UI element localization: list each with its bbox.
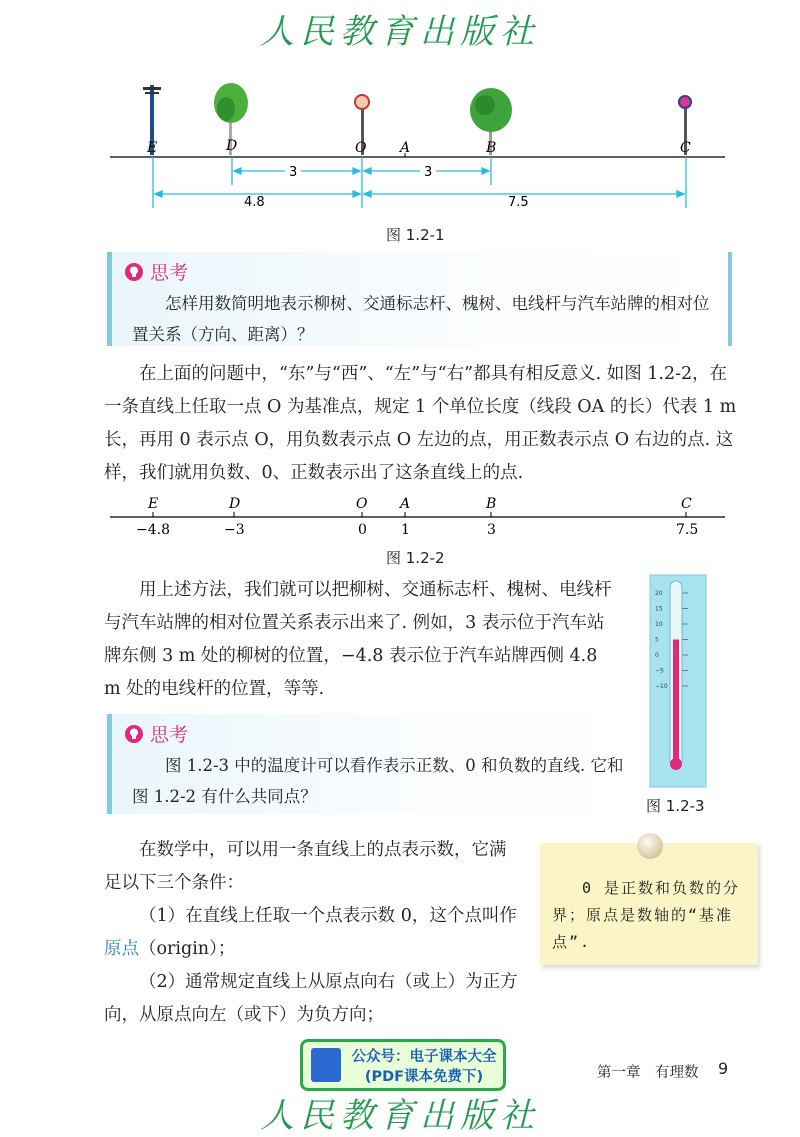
thermometer-tick-label: 5 xyxy=(655,636,659,644)
note-text: 0 是正数和负数的分界；原点是数轴的“基准点”. xyxy=(552,879,741,951)
value-b: 3 xyxy=(487,522,496,538)
think-body-2: 图 1.2-3 中的温度计可以看作表示正数、0 和负数的直线. 它和图 1.2-2 有什么共同点？ xyxy=(132,756,624,806)
thermometer-tick-label: 20 xyxy=(655,590,663,597)
sticky-note xyxy=(540,843,758,965)
label-a2: A xyxy=(400,496,411,512)
label-a: A xyxy=(400,140,411,156)
label-c: C xyxy=(680,140,691,156)
dist-d-o: 3 xyxy=(289,165,298,180)
think-box-1 xyxy=(107,252,732,346)
thermometer-figure xyxy=(648,573,708,791)
figure-1-2-1-caption: 图 1.2-1 xyxy=(386,226,445,244)
think-title-1: 思考 xyxy=(124,258,188,285)
value-e: −4.8 xyxy=(136,522,170,538)
header-watermark: 人民教育出版社 xyxy=(260,12,540,52)
thermometer-tick-label: 10 xyxy=(655,621,663,628)
label-e2: E xyxy=(148,496,159,512)
thermometer-tick-label: 0 xyxy=(655,652,659,659)
dist-o-c: 7.5 xyxy=(508,195,529,210)
think-box-2 xyxy=(107,714,636,814)
chapter-label: 第一章 有理数 xyxy=(597,1065,699,1081)
badge-line-1: 公众号：电子课本大全 xyxy=(351,1049,497,1065)
figure-1-2-3-caption: 图 1.2-3 xyxy=(646,797,705,815)
paragraph-2: 用上述方法，我们就可以把柳树、交通标志杆、槐树、电线杆与汽车站牌的相对位置关系表示出来了. 例如，3 表示位于汽车站牌东侧 3 m 处的柳树的位置，−4.8 表示位于汽车站牌西侧 4.8 m 处的电线杆的位置，等等. xyxy=(104,580,612,699)
label-o: O xyxy=(355,140,367,156)
lightbulb-icon xyxy=(124,262,144,282)
think-title-2: 思考 xyxy=(124,720,188,747)
figure-1-2-2 xyxy=(0,490,800,540)
badge-line-2: (PDF课本免费下) xyxy=(364,1069,484,1085)
label-b2: B xyxy=(486,496,497,512)
paragraph-3: 在数学中，可以用一条直线上的点表示数，它满足以下三个条件： （1）在直线上任取一个点表示数 0，这个点叫作原点（origin）； （2）通常规定直线上从原点向右（或上）为正方向，从原点向左（或下）为负方向； xyxy=(104,840,518,1025)
paragraph-1: 在上面的问题中，“东”与“西”、“左”与“右”都具有相反意义. 如图 1.2-2，在一条直线上任取一点 O 为基准点，规定 1 个单位长度（线段 OA 的长）代表 1 m 长，再用 0 表示点 O，用负数表示点 O 左边的点，用正数表示点 O 右边的点. 这样，我们就用负数、0、正数表示出了这条直线上的点. xyxy=(104,364,737,483)
footer-watermark: 人民教育出版社 xyxy=(260,1096,540,1136)
dist-e-o: 4.8 xyxy=(244,195,265,210)
value-o: 0 xyxy=(358,522,367,538)
book-icon xyxy=(311,1048,341,1082)
dist-o-b: 3 xyxy=(424,165,433,180)
figure-1-2-2-caption: 图 1.2-2 xyxy=(386,549,445,567)
label-o2: O xyxy=(356,496,368,512)
thermometer-tick-label: 15 xyxy=(655,605,663,613)
label-d2: D xyxy=(229,496,241,512)
lightbulb-icon xyxy=(124,724,144,744)
label-d: D xyxy=(226,138,238,154)
term-origin: 原点 xyxy=(104,939,139,959)
page-number: 9 xyxy=(718,1059,729,1078)
value-c: 7.5 xyxy=(676,522,699,538)
pushpin-icon xyxy=(637,833,663,859)
label-e: E xyxy=(147,140,158,156)
promo-badge xyxy=(300,1039,506,1091)
label-b: B xyxy=(486,140,497,156)
value-a: 1 xyxy=(401,522,410,538)
value-d: −3 xyxy=(224,522,245,538)
think-body-1: 怎样用数简明地表示柳树、交通标志杆、槐树、电线杆与汽车站牌的相对位置关系（方向、距离）？ xyxy=(132,294,710,344)
figure-1-2-1 xyxy=(0,75,800,225)
thermometer-tick-label: −5 xyxy=(655,667,664,675)
thermometer-tick-label: −10 xyxy=(655,683,668,690)
label-c2: C xyxy=(681,496,692,512)
